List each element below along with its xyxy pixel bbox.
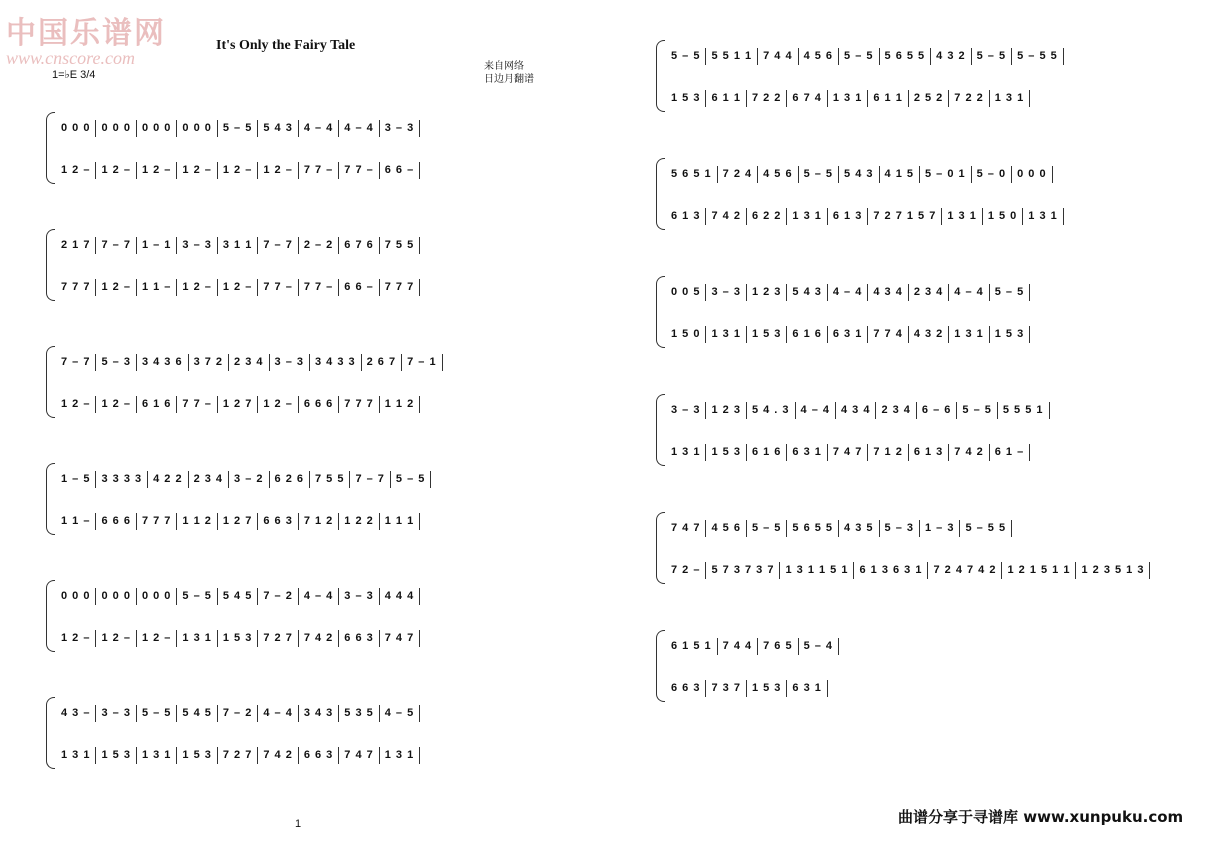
bass-staff — [666, 90, 1030, 107]
measure: 5 6 5 5 — [787, 520, 839, 537]
measure: 6 1 1 — [868, 90, 908, 107]
measure: 1 2 – — [56, 162, 96, 179]
treble-staff — [666, 402, 1050, 419]
measure: 0 0 0 — [1012, 166, 1052, 183]
measure: 1 5 3 — [666, 90, 706, 107]
measure: 6 1 6 — [787, 326, 827, 343]
measure: 6 – 6 — [917, 402, 957, 419]
measure: 5 4 3 — [839, 166, 879, 183]
measure: 4 – 4 — [299, 588, 339, 605]
measure: 7 4 7 — [666, 520, 706, 537]
measure: 6 1 5 1 — [666, 638, 718, 655]
measure: 7 – 2 — [218, 705, 258, 722]
measure: 1 2 3 — [747, 284, 787, 301]
measure: 3 – 3 — [380, 120, 420, 137]
measure: 6 7 6 — [339, 237, 379, 254]
arranger-label: 日边月翻谱 — [484, 74, 534, 85]
measure: 7 2 – — [666, 562, 706, 579]
measure: 7 7 7 — [339, 396, 379, 413]
system-brace — [46, 112, 55, 184]
measure: 4 5 6 — [706, 520, 746, 537]
measure: 4 – 4 — [949, 284, 989, 301]
measure: 1 – 3 — [920, 520, 960, 537]
measure: 7 6 5 — [758, 638, 798, 655]
measure: 1 2 – — [96, 162, 136, 179]
measure: 4 1 5 — [880, 166, 920, 183]
measure: 1 2 – — [96, 630, 136, 647]
measure: 7 4 2 — [706, 208, 746, 225]
measure: 1 – 1 — [137, 237, 177, 254]
left-system — [46, 229, 546, 309]
measure: 0 0 0 — [96, 588, 136, 605]
right-system — [656, 276, 1156, 356]
measure: 5 – 3 — [880, 520, 920, 537]
measure: 7 2 4 7 4 2 — [928, 562, 1002, 579]
measure: 7 – 2 — [258, 588, 298, 605]
measure: 1 2 – — [177, 279, 217, 296]
measure: 7 4 7 — [828, 444, 868, 461]
treble-staff — [666, 638, 839, 655]
measure: 3 1 1 — [218, 237, 258, 254]
measure: 6 3 1 — [787, 444, 827, 461]
measure: 7 2 4 — [718, 166, 758, 183]
measure: 4 – 4 — [258, 705, 298, 722]
measure: 7 2 7 — [258, 630, 298, 647]
measure: 7 2 7 — [218, 747, 258, 764]
measure: 1 1 – — [137, 279, 177, 296]
measure: 5 5 1 1 — [706, 48, 758, 65]
measure: 1 3 1 — [380, 747, 420, 764]
measure: 5 – 5 — [747, 520, 787, 537]
system-brace — [46, 697, 55, 769]
measure: 1 2 – — [218, 162, 258, 179]
bass-staff — [56, 630, 420, 647]
page-number: 1 — [295, 818, 302, 830]
measure: 4 – 4 — [299, 120, 339, 137]
measure: 3 4 3 — [299, 705, 339, 722]
measure: 7 4 7 — [339, 747, 379, 764]
measure: 7 – 7 — [96, 237, 136, 254]
treble-staff — [56, 237, 420, 254]
measure: 7 4 2 — [299, 630, 339, 647]
measure: 5 5 5 1 — [998, 402, 1050, 419]
measure: 1 3 1 — [1023, 208, 1063, 225]
measure: 7 2 2 — [949, 90, 989, 107]
measure: 4 3 2 — [909, 326, 949, 343]
measure: 6 6 3 — [339, 630, 379, 647]
measure: 1 5 3 — [747, 680, 787, 697]
measure: 1 5 3 — [747, 326, 787, 343]
measure: 5 – 5 — [137, 705, 177, 722]
measure: 4 3 – — [56, 705, 96, 722]
measure: 5 7 3 7 3 7 — [706, 562, 780, 579]
measure: 7 7 – — [299, 162, 339, 179]
measure: 3 – 3 — [706, 284, 746, 301]
right-system — [656, 394, 1156, 474]
left-system — [46, 346, 546, 426]
measure: 6 1 3 — [909, 444, 949, 461]
measure: 0 0 0 — [137, 120, 177, 137]
measure: 4 3 2 — [931, 48, 971, 65]
measure: 5 – 4 — [799, 638, 839, 655]
bass-staff — [56, 513, 420, 530]
bass-staff — [666, 326, 1030, 343]
measure: 3 3 3 3 — [96, 471, 148, 488]
measure: 3 – 3 — [339, 588, 379, 605]
measure: 7 7 4 — [868, 326, 908, 343]
measure: 7 7 – — [177, 396, 217, 413]
measure: 1 1 1 — [380, 513, 420, 530]
measure: 6 1 6 — [137, 396, 177, 413]
measure: 3 – 3 — [270, 354, 310, 371]
system-brace — [656, 40, 665, 112]
measure: 0 0 5 — [666, 284, 706, 301]
treble-staff — [666, 520, 1012, 537]
measure: 1 1 – — [56, 513, 96, 530]
left-system — [46, 697, 546, 777]
measure: 5 – 5 — [218, 120, 258, 137]
measure: 5 4 . 3 — [747, 402, 796, 419]
measure: 6 2 6 — [270, 471, 310, 488]
bass-staff — [666, 680, 828, 697]
measure: 7 1 2 — [299, 513, 339, 530]
system-brace — [656, 276, 665, 348]
measure: 5 – 5 — [666, 48, 706, 65]
measure: 1 2 1 5 1 1 — [1002, 562, 1076, 579]
measure: 1 1 2 — [177, 513, 217, 530]
measure: 1 2 7 — [218, 396, 258, 413]
watermark-site-name: 中国乐谱网 — [6, 16, 166, 51]
measure: 7 – 7 — [258, 237, 298, 254]
measure: 1 2 2 — [339, 513, 379, 530]
measure: 6 6 – — [380, 162, 420, 179]
measure: 4 – 4 — [339, 120, 379, 137]
measure: 7 4 4 — [718, 638, 758, 655]
measure: 6 6 6 — [96, 513, 136, 530]
watermark — [6, 8, 166, 69]
measure: 1 3 1 — [949, 326, 989, 343]
measure: 4 4 4 — [380, 588, 420, 605]
measure: 1 2 – — [137, 630, 177, 647]
measure: 1 3 1 — [990, 90, 1030, 107]
measure: 6 7 4 — [787, 90, 827, 107]
measure: 1 5 3 — [990, 326, 1030, 343]
bass-staff — [56, 162, 420, 179]
measure: 1 3 1 — [666, 444, 706, 461]
left-system — [46, 463, 546, 543]
measure: 5 4 5 — [218, 588, 258, 605]
measure: 1 3 1 1 5 1 — [780, 562, 854, 579]
measure: 1 2 3 — [706, 402, 746, 419]
measure: 7 2 2 — [747, 90, 787, 107]
measure: 7 7 7 — [56, 279, 96, 296]
measure: 5 – 5 — [839, 48, 879, 65]
measure: 6 2 2 — [747, 208, 787, 225]
bass-staff — [666, 208, 1064, 225]
system-brace — [46, 580, 55, 652]
measure: 3 4 3 6 — [137, 354, 189, 371]
measure: 1 5 3 — [218, 630, 258, 647]
right-system — [656, 512, 1156, 592]
measure: 1 3 1 — [828, 90, 868, 107]
system-brace — [656, 158, 665, 230]
measure: 1 5 0 — [666, 326, 706, 343]
measure: 1 3 1 — [56, 747, 96, 764]
measure: 0 0 0 — [137, 588, 177, 605]
measure: 1 – 5 — [56, 471, 96, 488]
measure: 2 3 4 — [229, 354, 269, 371]
measure: 5 – 5 — [177, 588, 217, 605]
measure: 7 7 7 — [137, 513, 177, 530]
measure: 7 7 – — [258, 279, 298, 296]
measure: 1 2 – — [137, 162, 177, 179]
measure: 2 5 2 — [909, 90, 949, 107]
right-system — [656, 630, 1156, 710]
bass-staff — [666, 444, 1030, 461]
measure: 7 5 5 — [380, 237, 420, 254]
measure: 7 5 5 — [310, 471, 350, 488]
measure: 4 5 6 — [758, 166, 798, 183]
measure: 5 – 5 — [799, 166, 839, 183]
measure: 7 – 1 — [402, 354, 442, 371]
measure: 7 1 2 — [868, 444, 908, 461]
measure: 0 0 0 — [96, 120, 136, 137]
system-brace — [656, 394, 665, 466]
measure: 2 3 4 — [909, 284, 949, 301]
footer-credit: 曲谱分享于寻谱库 www.xunpuku.com — [898, 808, 1184, 826]
measure: 7 – 7 — [56, 354, 96, 371]
measure: 7 7 – — [339, 162, 379, 179]
measure: 5 6 5 5 — [880, 48, 932, 65]
measure: 4 3 4 — [868, 284, 908, 301]
measure: 1 1 2 — [380, 396, 420, 413]
measure: 5 – 0 1 — [920, 166, 972, 183]
bass-staff — [56, 747, 420, 764]
measure: 1 2 – — [96, 279, 136, 296]
left-system — [46, 112, 546, 192]
measure: 1 2 – — [258, 162, 298, 179]
measure: 0 0 0 — [177, 120, 217, 137]
measure: 7 4 2 — [258, 747, 298, 764]
bass-staff — [56, 396, 420, 413]
measure: 6 1 3 6 3 1 — [854, 562, 928, 579]
measure: 5 – 5 5 — [1012, 48, 1064, 65]
measure: 5 4 3 — [258, 120, 298, 137]
measure: 1 3 1 — [787, 208, 827, 225]
measure: 3 – 3 — [666, 402, 706, 419]
measure: 2 3 4 — [189, 471, 229, 488]
right-system — [656, 40, 1156, 120]
measure: 6 1 – — [990, 444, 1030, 461]
measure: 1 2 – — [177, 162, 217, 179]
system-brace — [656, 512, 665, 584]
measure: 7 4 4 — [758, 48, 798, 65]
measure: 1 3 1 — [137, 747, 177, 764]
measure: 4 – 4 — [828, 284, 868, 301]
system-brace — [46, 229, 55, 301]
measure: 2 3 4 — [876, 402, 916, 419]
measure: 1 5 0 — [983, 208, 1023, 225]
measure: 6 1 6 — [747, 444, 787, 461]
treble-staff — [56, 471, 431, 488]
measure: 1 2 – — [258, 396, 298, 413]
measure: 6 6 3 — [666, 680, 706, 697]
system-brace — [46, 463, 55, 535]
measure: 6 1 1 — [706, 90, 746, 107]
measure: 7 7 – — [299, 279, 339, 296]
measure: 4 3 4 — [836, 402, 876, 419]
measure: 5 – 3 — [96, 354, 136, 371]
system-brace — [46, 346, 55, 418]
measure: 0 0 0 — [56, 588, 96, 605]
measure: 6 6 3 — [299, 747, 339, 764]
system-brace — [656, 630, 665, 702]
measure: 6 1 3 — [666, 208, 706, 225]
measure: 4 2 2 — [148, 471, 188, 488]
measure: 5 – 0 — [972, 166, 1012, 183]
key-signature: 1=♭E 3/4 — [52, 69, 96, 81]
treble-staff — [56, 120, 420, 137]
treble-staff — [666, 48, 1064, 65]
measure: 1 5 3 — [706, 444, 746, 461]
watermark-url: www.cnscore.com — [6, 48, 135, 68]
bass-staff — [56, 279, 420, 296]
measure: 5 – 5 — [957, 402, 997, 419]
measure: 2 6 7 — [362, 354, 402, 371]
measure: 3 4 3 3 — [310, 354, 362, 371]
measure: 1 5 3 — [177, 747, 217, 764]
measure: 2 – 2 — [299, 237, 339, 254]
measure: 7 7 7 — [380, 279, 420, 296]
source-info — [484, 60, 534, 86]
measure: 6 6 6 — [299, 396, 339, 413]
measure: 1 5 3 — [96, 747, 136, 764]
measure: 6 3 1 — [828, 326, 868, 343]
measure: 7 – 7 — [350, 471, 390, 488]
measure: 1 2 7 — [218, 513, 258, 530]
measure: 4 5 6 — [799, 48, 839, 65]
page-title: It's Only the Fairy Tale — [216, 38, 356, 53]
measure: 1 3 1 — [706, 326, 746, 343]
treble-staff — [666, 166, 1053, 183]
measure: 5 6 5 1 — [666, 166, 718, 183]
measure: 5 3 5 — [339, 705, 379, 722]
measure: 5 – 5 — [990, 284, 1030, 301]
measure: 5 4 3 — [787, 284, 827, 301]
measure: 3 – 3 — [96, 705, 136, 722]
source-label: 来自网络 — [484, 61, 524, 72]
measure: 5 – 5 5 — [960, 520, 1012, 537]
left-system — [46, 580, 546, 660]
measure: 1 2 – — [218, 279, 258, 296]
measure: 1 2 3 5 1 3 — [1076, 562, 1150, 579]
measure: 6 6 – — [339, 279, 379, 296]
measure: 7 4 2 — [949, 444, 989, 461]
measure: 1 3 1 — [942, 208, 982, 225]
treble-staff — [666, 284, 1030, 301]
bass-staff — [666, 562, 1150, 579]
measure: 2 1 7 — [56, 237, 96, 254]
measure: 7 3 7 — [706, 680, 746, 697]
measure: 0 0 0 — [56, 120, 96, 137]
measure: 5 – 5 — [391, 471, 431, 488]
measure: 1 3 1 — [177, 630, 217, 647]
measure: 5 4 5 — [177, 705, 217, 722]
measure: 6 1 3 — [828, 208, 868, 225]
measure: 7 4 7 — [380, 630, 420, 647]
measure: 3 7 2 — [189, 354, 229, 371]
measure: 1 2 – — [56, 396, 96, 413]
measure: 5 – 5 — [972, 48, 1012, 65]
measure: 4 – 4 — [796, 402, 836, 419]
measure: 1 2 – — [56, 630, 96, 647]
measure: 4 – 5 — [380, 705, 420, 722]
measure: 3 – 3 — [177, 237, 217, 254]
right-system — [656, 158, 1156, 238]
treble-staff — [56, 705, 420, 722]
treble-staff — [56, 354, 443, 371]
treble-staff — [56, 588, 420, 605]
measure: 6 3 1 — [787, 680, 827, 697]
measure: 1 2 – — [96, 396, 136, 413]
measure: 7 2 7 1 5 7 — [868, 208, 942, 225]
measure: 3 – 2 — [229, 471, 269, 488]
measure: 4 3 5 — [839, 520, 879, 537]
measure: 6 6 3 — [258, 513, 298, 530]
